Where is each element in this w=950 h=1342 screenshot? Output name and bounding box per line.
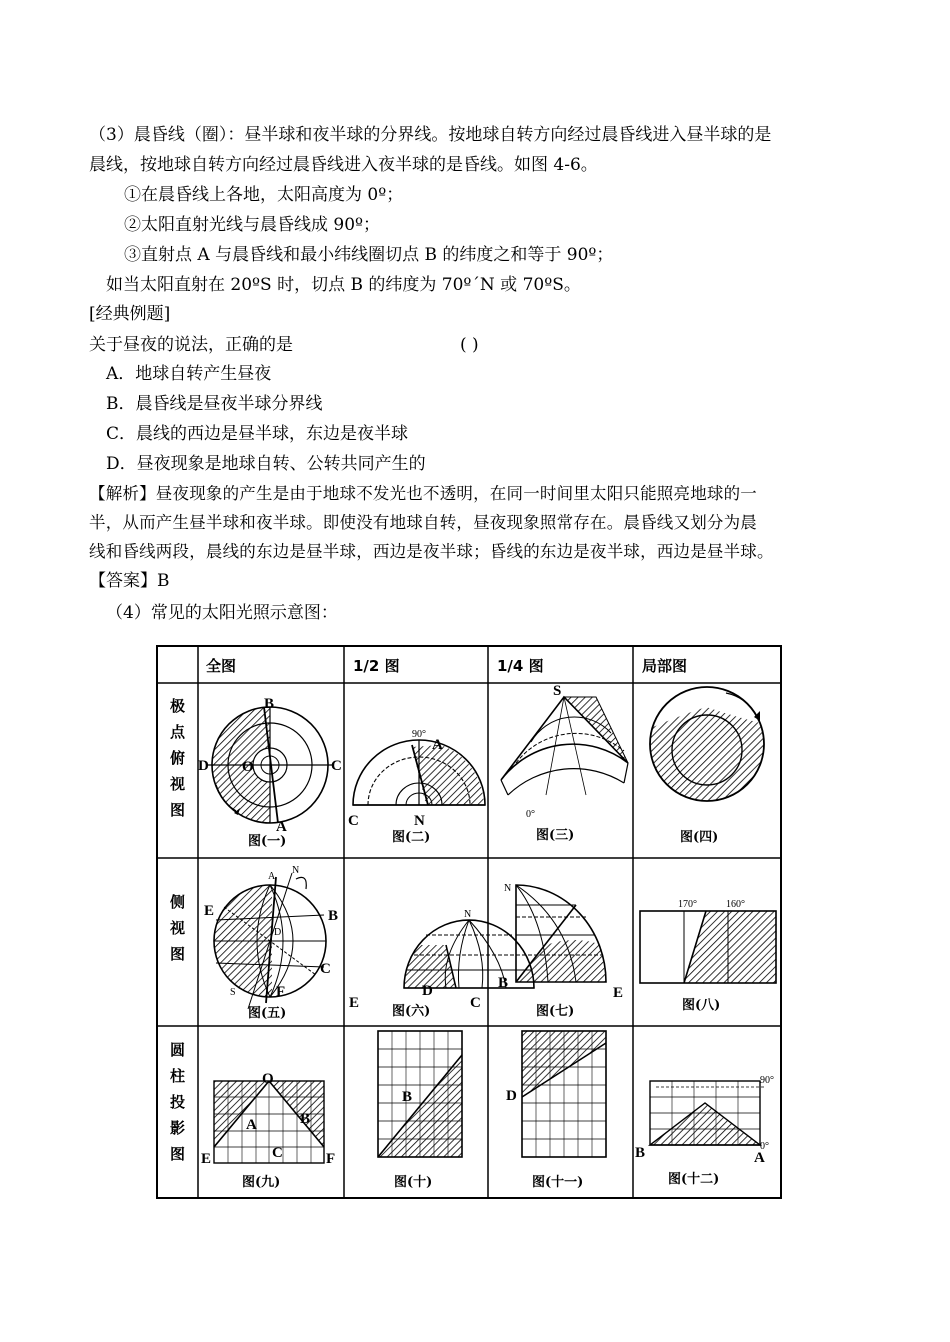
caption-9: 图(九) — [242, 1175, 281, 1190]
figure-10-cylinder-half — [378, 1031, 462, 1190]
figure-9-cylinder-full — [201, 1071, 335, 1190]
svg-text:A: A — [754, 1150, 765, 1166]
svg-text:A: A — [432, 737, 443, 753]
figure-12-cylinder-partial — [635, 1075, 774, 1187]
svg-text:O: O — [242, 759, 254, 775]
caption-5: 图(五) — [248, 1006, 287, 1021]
row-header-polar — [169, 697, 186, 819]
svg-text:B: B — [635, 1145, 646, 1161]
col-header-half: 1/2 图 — [353, 657, 400, 675]
svg-text:图: 图 — [170, 945, 186, 963]
figure-4-polar-partial — [646, 687, 768, 845]
caption-1: 图(一) — [248, 834, 287, 849]
svg-text:图: 图 — [170, 801, 186, 819]
svg-text:90°: 90° — [412, 729, 426, 740]
svg-text:0°: 0° — [526, 809, 535, 820]
figure-6-side-half — [349, 909, 534, 1019]
caption-2: 图(二) — [392, 830, 431, 845]
svg-text:B: B — [402, 1089, 413, 1105]
figure-3-polar-quarter — [501, 683, 628, 843]
svg-text:A: A — [268, 871, 276, 882]
svg-text:俯: 俯 — [170, 749, 186, 767]
svg-text:影: 影 — [170, 1119, 186, 1137]
svg-text:B: B — [300, 1111, 311, 1127]
svg-text:极: 极 — [170, 697, 186, 715]
svg-text:E: E — [613, 985, 624, 1001]
svg-text:视: 视 — [170, 775, 186, 793]
question-text: 关于昼夜的说法，正确的是 — [89, 335, 293, 355]
option-b: B．晨昏线是昼夜半球分界线 — [106, 394, 323, 414]
svg-text:C: C — [331, 758, 342, 774]
col-header-quarter: 1/4 图 — [497, 657, 544, 675]
figure-2-polar-half — [348, 729, 485, 845]
svg-text:F: F — [326, 1151, 336, 1167]
option-d: D．昼夜现象是地球自转、公转共同产生的 — [106, 454, 426, 474]
svg-text:B: B — [264, 696, 275, 712]
p3-line2: 晨线，按地球自转方向经过晨昏线进入夜半球的是昏线。如图 4-6。 — [89, 155, 598, 175]
svg-text:170°: 170° — [678, 899, 697, 910]
caption-6: 图(六) — [392, 1004, 431, 1019]
figure-8-side-partial — [640, 899, 776, 1013]
analysis-line1: 【解析】昼夜现象的产生是由于地球不发光也不透明，在同一时间里太阳只能照亮地球的一 — [89, 484, 757, 503]
svg-text:90°: 90° — [760, 1075, 774, 1086]
svg-text:D: D — [274, 927, 282, 938]
caption-4: 图(四) — [680, 830, 719, 845]
svg-text:E: E — [201, 1151, 212, 1167]
svg-text:C: C — [272, 1145, 283, 1161]
caption-8: 图(八) — [682, 998, 721, 1013]
p4-title: （4）常见的太阳光照示意图： — [106, 603, 338, 623]
svg-text:C: C — [348, 813, 359, 829]
svg-text:S: S — [230, 987, 236, 998]
svg-text:0°: 0° — [760, 1141, 769, 1152]
svg-text:侧: 侧 — [170, 893, 186, 911]
point-3: ③直射点 A 与晨昏线和最小纬线圈切点 B 的纬度之和等于 90º； — [124, 245, 614, 265]
svg-text:S: S — [553, 683, 562, 699]
point-1: ①在晨昏线上各地，太阳高度为 0º； — [124, 185, 404, 205]
svg-text:160°: 160° — [726, 899, 745, 910]
svg-text:N: N — [414, 813, 425, 829]
svg-text:D: D — [422, 983, 433, 999]
row-header-cylinder — [170, 1041, 185, 1163]
svg-text:图: 图 — [170, 1145, 186, 1163]
figure-1-polar-full — [198, 696, 342, 849]
col-header-full: 全图 — [206, 657, 237, 675]
caption-11: 图(十一) — [532, 1175, 584, 1190]
col-header-partial: 局部图 — [642, 657, 688, 675]
svg-text:E: E — [204, 903, 215, 919]
svg-text:A: A — [276, 819, 287, 835]
svg-text:E: E — [349, 995, 360, 1011]
figure-11-cylinder-quarter — [506, 1031, 606, 1190]
svg-text:C: C — [470, 995, 481, 1011]
answer: 【答案】B — [89, 571, 170, 591]
figure-7-side-quarter — [498, 883, 623, 1019]
sunlight-diagram-figure — [156, 645, 782, 1199]
svg-text:D: D — [198, 758, 209, 774]
svg-text:B: B — [498, 975, 509, 991]
figure-5-side-full — [204, 865, 338, 1021]
p3-line1: （3）晨昏线（圈）：昼半球和夜半球的分界线。按地球自转方向经过晨昏线进入昼半球的是 — [89, 125, 772, 145]
question-paren: ( ) — [460, 335, 479, 355]
svg-text:圆: 圆 — [170, 1041, 186, 1059]
svg-text:B: B — [328, 908, 339, 924]
svg-text:D: D — [506, 1088, 517, 1104]
svg-text:A: A — [246, 1117, 257, 1133]
example-note: 如当太阳直射在 20ºS 时，切点 B 的纬度为 70º´N 或 70ºS。 — [106, 275, 581, 295]
analysis-line2: 半，从而产生昼半球和夜半球。即使没有地球自转，昼夜现象照常存在。晨昏线又划分为晨 — [89, 513, 757, 532]
caption-7: 图(七) — [536, 1004, 575, 1019]
row-header-side — [169, 893, 185, 963]
svg-text:C: C — [320, 961, 331, 977]
caption-10: 图(十) — [394, 1175, 433, 1190]
caption-12: 图(十二) — [668, 1172, 720, 1187]
svg-text:N: N — [504, 883, 512, 894]
caption-3: 图(三) — [536, 828, 575, 843]
svg-text:投: 投 — [170, 1093, 186, 1111]
svg-text:N: N — [464, 909, 472, 920]
svg-text:O: O — [262, 1071, 274, 1087]
option-a: A．地球自转产生昼夜 — [106, 364, 272, 384]
analysis-line3: 线和昏线两段，晨线的东边是昼半球，西边是夜半球；昏线的东边是夜半球，西边是昼半球。 — [89, 542, 774, 561]
option-c: C．晨线的西边是昼半球，东边是夜半球 — [106, 424, 409, 444]
svg-text:柱: 柱 — [170, 1067, 186, 1085]
svg-text:点: 点 — [170, 723, 186, 741]
section-title: [经典例题] — [89, 304, 171, 324]
svg-text:F: F — [276, 984, 286, 1000]
svg-text:视: 视 — [170, 919, 186, 937]
svg-text:N: N — [292, 865, 300, 876]
point-2: ②太阳直射光线与晨昏线成 90º； — [124, 215, 381, 235]
